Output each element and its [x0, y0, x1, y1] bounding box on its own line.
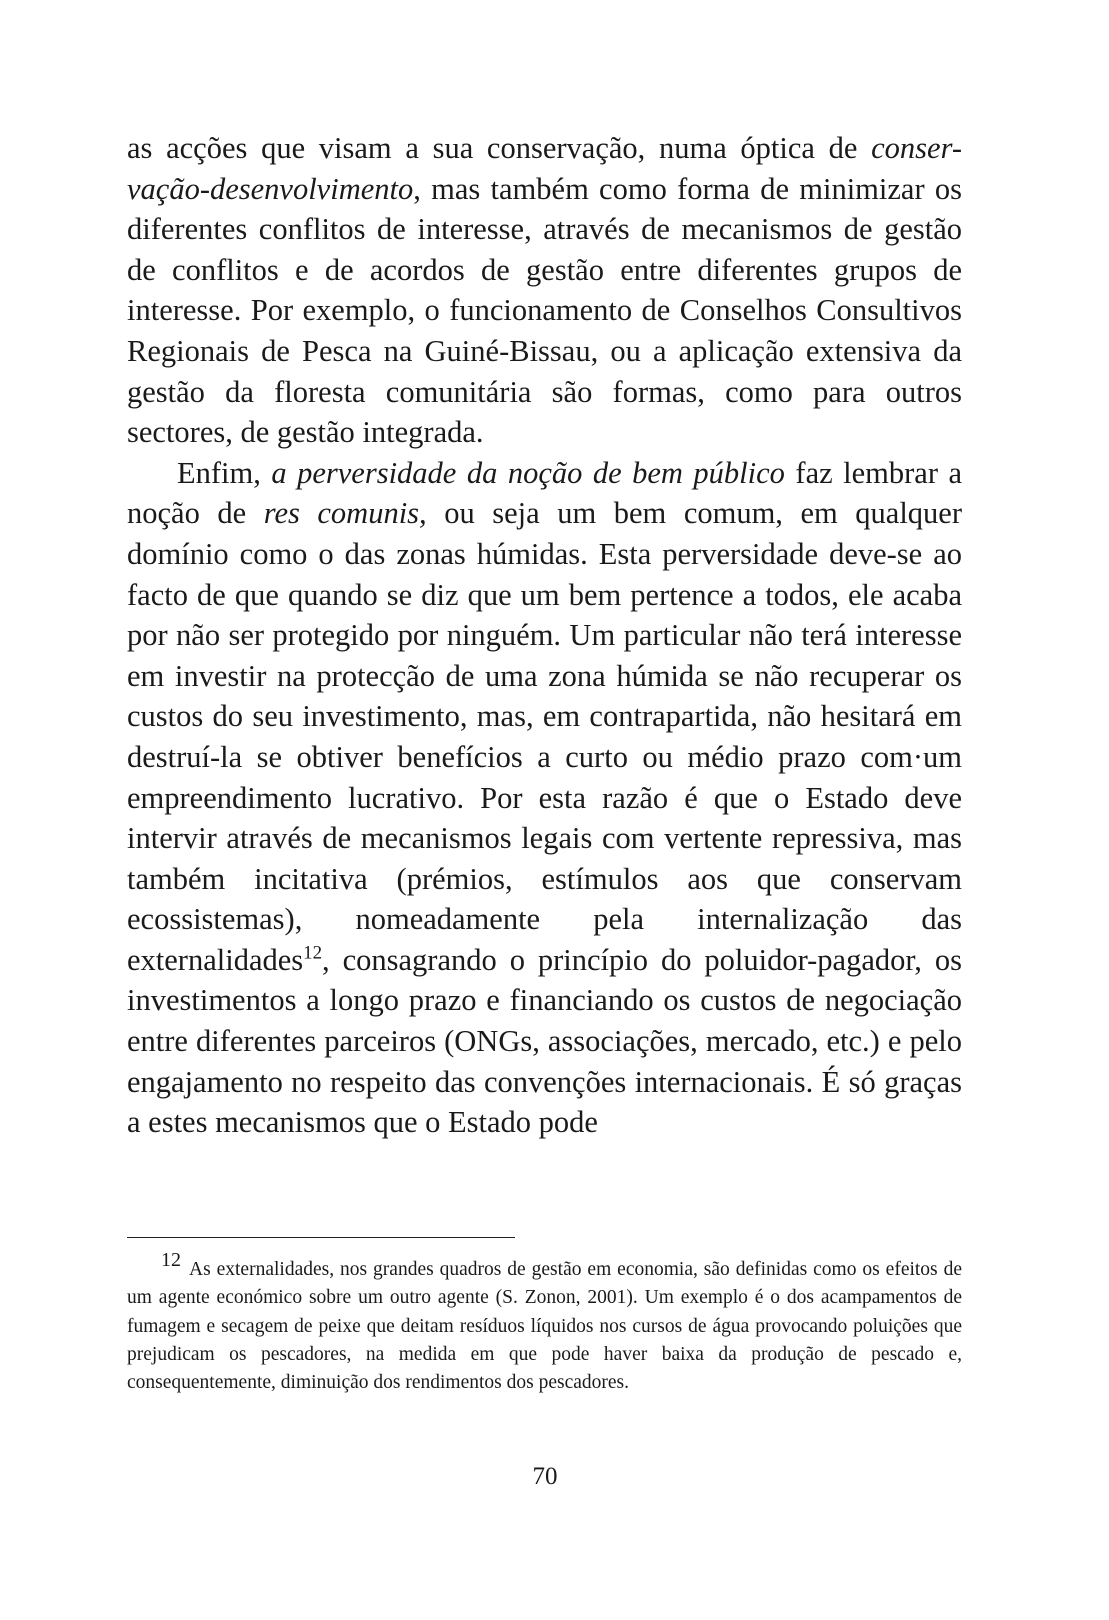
paragraph-2-text-a: Enfim, — [177, 455, 272, 490]
footnote — [127, 1249, 962, 1397]
page-number: 70 — [532, 1463, 558, 1490]
paragraph-1-text-a: as acções que visam a sua conservação, numa óptica de — [127, 131, 872, 165]
body-text — [127, 128, 962, 1143]
paragraph-2 — [127, 453, 962, 1143]
italic-term-perversidade: a perversidade da noção de bem público — [271, 455, 785, 490]
italic-term-conservacao-desenvolvimento: conser-vação-desenvolvimento — [127, 131, 962, 206]
footnote-marker: 12 — [161, 1249, 181, 1271]
paragraph-2-text-d: , consagrando o princípio do poluidor-pagador, os investimentos a longo prazo e financiando os custos de negociação entre diferentes parceiros (ONGs, associações, mercado, etc.) e pelo engajamento no respeito das convenções internacionais. É só graças a estes mecanismos que o Estado pode — [127, 942, 962, 1140]
italic-term-res-comunis: res comunis, — [263, 496, 427, 531]
footnote-divider — [127, 1237, 515, 1238]
paragraph-1 — [127, 128, 962, 453]
paragraph-2-text-c: ou seja um bem comum, em qualquer domínio como o das zonas húmidas. Esta perversidade deve-se ao facto de que quando se diz que um bem pertence a todos, ele acaba por não ser protegido por ninguém. Um particular não terá interesse em investir na protecção de uma zona húmida se não recuperar os custos do seu investimento, mas, em contrapartida, não hesitará em destruí-la se obtiver benefícios a curto ou médio prazo com·um empreendimento lucrativo. Por esta razão é que o Estado deve intervir através de mecanismos legais com vertente repressiva, mas também incitativa (prémios, estímulos aos que conservam ecossistemas), nomeadamente pela internalização das externalidades — [127, 496, 962, 977]
footnote-reference: 12 — [303, 942, 323, 964]
footnote-text: As externalidades, nos grandes quadros de gestão em economia, são definidas como os efeitos de um agente económico sobre um outro agente (S. Zonon, 2001). Um exemplo é o dos acampamentos de fumagem e secagem de peixe que deitam resíduos líquidos nos cursos de água provocando poluições que prejudicam os pescadores, na medida em que pode haver baixa da produção de pescado e, consequentemente, diminuição dos rendimentos dos pescadores. — [127, 1259, 962, 1394]
paragraph-1-text-b: , mas também como forma de minimizar os diferentes conflitos de interesse, através de mecanismos de gestão de conflitos e de acordos de gestão entre diferentes grupos de interesse. Por exemplo, o funcionamento de Conselhos Consultivos Regionais de Pesca na Guiné-Bissau, ou a aplicação extensiva da gestão da floresta comunitária são formas, como para outros sectores, de gestão integrada. — [127, 171, 962, 450]
paragraph-2-text-b: faz lembrar a noção de — [127, 455, 962, 531]
